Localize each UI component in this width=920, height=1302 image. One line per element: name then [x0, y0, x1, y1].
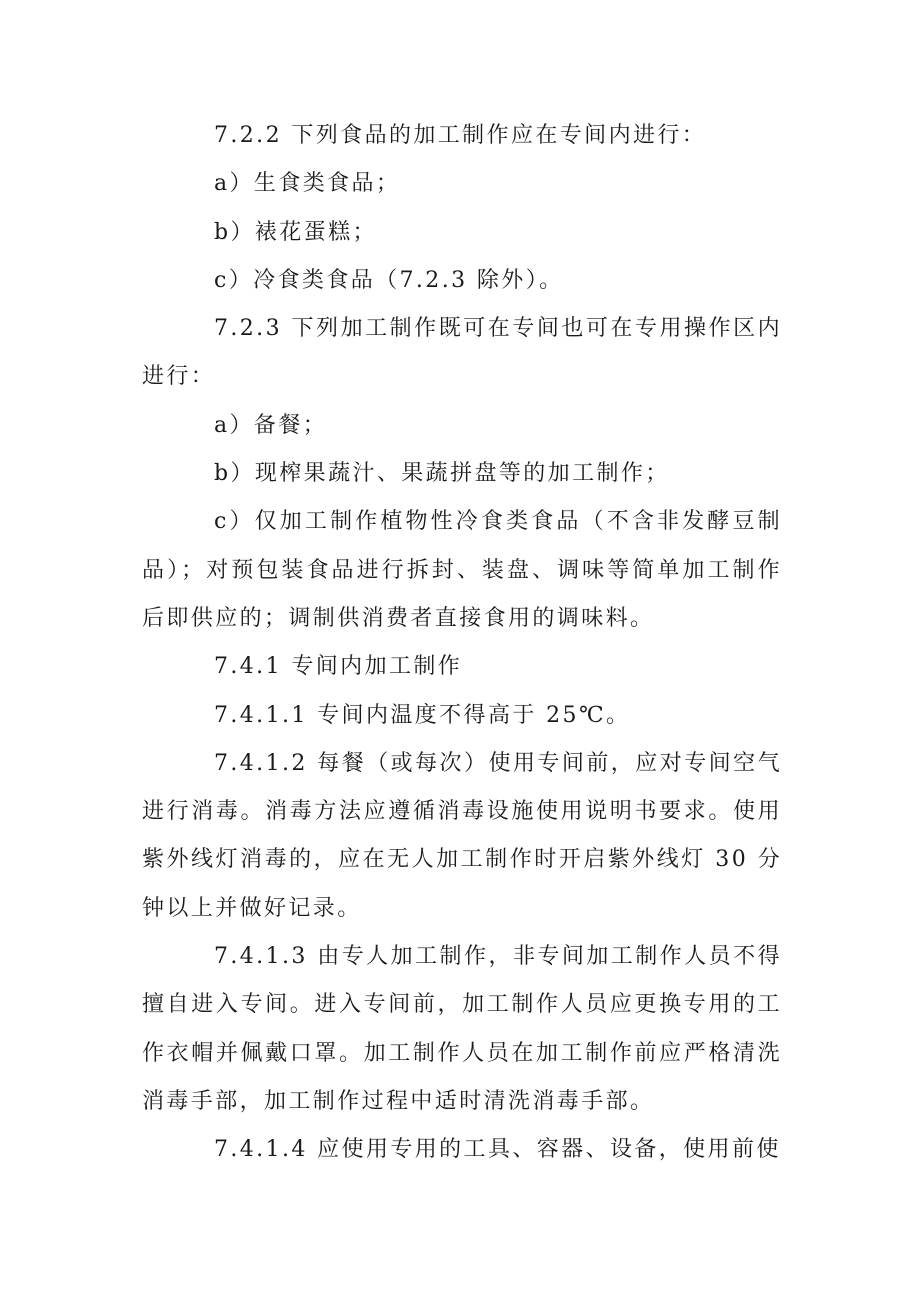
clause-7-4-1-4: 7.4.1.4 应使用专用的工具、容器、设备，使用前使: [214, 1137, 781, 1163]
list-item-c: c）仅加工制作植物性冷食类食品（不含非发酵豆制品）；对预包装食品进行拆封、装盘、调味等简单加工制作后即供应的；调制供消费者直接食用的调味料。: [142, 509, 782, 631]
clause-7-4-1-2: 7.4.1.2 每餐（或每次）使用专间前，应对专间空气进行消毒。消毒方法应遵循消毒设施使用说明书要求。使用紫外线灯消毒的，应在无人加工制作时开启紫外线灯 30 分钟以上并做好记录。: [142, 750, 782, 921]
list-item-b: b）现榨果蔬汁、果蔬拼盘等的加工制作；: [214, 461, 670, 487]
clause-7-2-2: 7.2.2 下列食品的加工制作应在专间内进行：: [214, 123, 707, 148]
section-heading-7-4-1: 7.4.1 专间内加工制作: [214, 654, 463, 680]
clause-7-4-1-3: 7.4.1.3 由专人加工制作，非专间加工制作人员不得擅自进入专间。进入专间前，加工制作人员应更换专用的工作衣帽并佩戴口罩。加工制作人员在加工制作前应严格清洗消毒手部，加工制作过程中适时清洗消毒手部。: [142, 944, 782, 1114]
clause-7-4-1-1: 7.4.1.1 专间内温度不得高于 25℃。: [214, 702, 631, 728]
list-item-a: a）生食类食品；: [214, 171, 401, 197]
clause-7-2-3: 7.2.3 下列加工制作既可在专间也可在专用操作区内进行：: [142, 316, 782, 390]
list-item-c: c）冷食类食品（7.2.3 除外）。: [214, 267, 564, 293]
list-item-b: b）裱花蛋糕；: [214, 219, 377, 245]
list-item-a: a）备餐；: [214, 412, 328, 438]
document-body: [142, 112, 782, 1175]
